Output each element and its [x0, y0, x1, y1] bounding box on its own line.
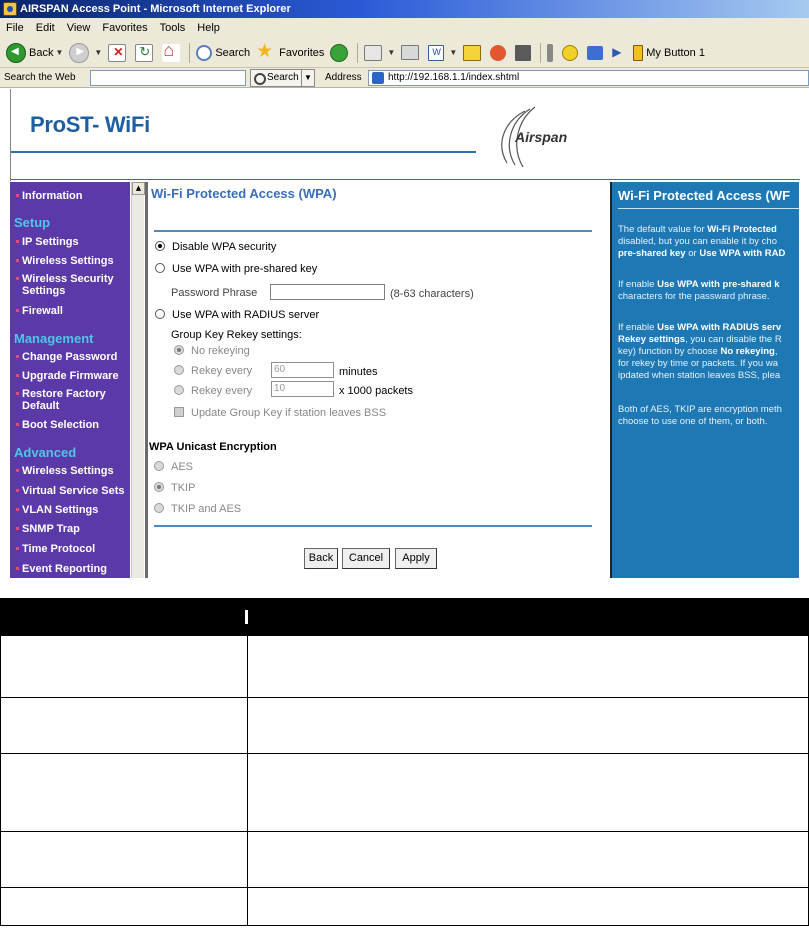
address-url: http://192.168.1.1/index.shtml [388, 72, 520, 83]
aes-radio[interactable] [154, 461, 164, 471]
table-row [0, 832, 809, 888]
search-web-input[interactable] [90, 70, 246, 86]
disable-wpa-option[interactable] [155, 241, 276, 253]
table-cell [1, 698, 248, 753]
help-text-bold: Use WPA with pre-shared k [657, 279, 780, 290]
sidebar-item-vlan-settings[interactable]: VLAN Settings [16, 504, 128, 516]
wpa-psk-label: Use WPA with pre-shared key [172, 263, 318, 275]
menu-tools[interactable]: Tools [159, 22, 186, 34]
table-cell [249, 754, 808, 831]
media-button[interactable] [327, 41, 354, 65]
search-toolbar-button[interactable] [193, 41, 253, 65]
forward-arrow-icon [69, 43, 89, 63]
apply-button[interactable]: Apply [395, 548, 437, 569]
search-options-dropdown[interactable]: ▼ [301, 69, 315, 87]
search-label: Search [215, 46, 251, 59]
my-button-icon [633, 45, 643, 61]
sidebar-item-adv-wireless-settings[interactable]: Wireless Settings [16, 465, 128, 477]
help-text-bold: Use WPA with RADIUS serv [657, 322, 782, 333]
prost-wifi-logo: ProST- WiFi [30, 112, 150, 137]
menu-favorites[interactable]: Favorites [102, 22, 148, 34]
back-arrow-icon [6, 43, 26, 63]
sidebar-item-firewall[interactable]: Firewall [16, 305, 128, 317]
sidebar-item-time-protocol[interactable]: Time Protocol [16, 543, 128, 555]
page-header [10, 89, 799, 181]
table-row [0, 698, 809, 754]
home-button[interactable] [159, 41, 186, 65]
back-dropdown-icon[interactable]: ▼ [55, 48, 64, 57]
no-rekeying-label: No rekeying [191, 345, 250, 357]
help-text: If enable [618, 279, 658, 290]
rekey-by-packets-label: Rekey every [191, 385, 253, 397]
menu-help[interactable]: Help [197, 22, 220, 34]
help-paragraph-2 [618, 279, 799, 303]
help-text: The default value for [618, 224, 708, 235]
header-bottom-line [11, 179, 800, 180]
bottom-rule [154, 525, 592, 527]
ie-app-icon [3, 2, 17, 16]
home-icon [162, 44, 180, 62]
sidebar-item-restore-factory-default[interactable]: Restore Factory Default [16, 388, 128, 412]
disable-wpa-radio[interactable] [155, 241, 165, 251]
rekey-by-packets-radio[interactable] [174, 385, 184, 395]
search-icon [196, 45, 212, 61]
media-icon [330, 44, 348, 62]
unicast-encryption-heading: WPA Unicast Encryption [149, 441, 277, 453]
scroll-up-arrow-icon[interactable]: ▲ [132, 182, 145, 195]
table-cell [1, 636, 248, 697]
edit-dropdown-icon[interactable]: ▼ [449, 48, 458, 57]
update-group-key-label: Update Group Key if station leaves BSS [191, 407, 387, 419]
table-cell [249, 698, 808, 753]
aes-label: AES [171, 461, 194, 473]
table-cell [249, 888, 808, 925]
toolbar-separator [540, 43, 541, 63]
wpa-psk-option[interactable] [155, 263, 317, 275]
sidebar-item-event-reporting[interactable]: Event Reporting [16, 563, 128, 575]
wpa-radius-label: Use WPA with RADIUS server [172, 309, 320, 321]
stop-button[interactable] [105, 41, 132, 65]
stop-icon [108, 44, 126, 62]
rekey-settings-heading: Group Key Rekey settings: [171, 329, 302, 341]
help-panel [610, 182, 799, 578]
sidebar-item-wireless-security-settings[interactable]: Wireless Security Settings [16, 273, 128, 297]
forward-dropdown-icon[interactable]: ▼ [94, 48, 103, 57]
help-paragraph-3 [618, 322, 799, 382]
sidebar-scrollbar[interactable] [131, 182, 144, 578]
help-title: Wi-Fi Protected Access (WF [618, 188, 791, 203]
help-text: for rekey by time or packets. If you wa [618, 358, 778, 369]
help-text: , [774, 346, 778, 357]
page-title: Wi-Fi Protected Access (WPA) [151, 186, 337, 201]
help-text-bold: Rekey settings [618, 334, 686, 345]
tkip-label: TKIP [171, 482, 196, 494]
play-icon [612, 43, 624, 63]
cancel-button[interactable]: Cancel [342, 548, 390, 569]
top-rule [154, 230, 592, 232]
help-text-bold: pre-shared key [618, 248, 686, 259]
messenger-icon [490, 45, 506, 61]
sidebar-item-upgrade-firmware[interactable]: Upgrade Firmware [16, 370, 128, 382]
password-phrase-label: Password Phrase [171, 287, 258, 299]
research-button[interactable] [512, 41, 537, 65]
update-group-key-checkbox[interactable] [174, 407, 184, 417]
messenger-button[interactable] [487, 41, 512, 65]
mail-dropdown-icon[interactable]: ▼ [387, 48, 396, 57]
help-text: ipdated when station leaves BSS, plea [618, 370, 781, 381]
help-text: Both of AES, TKIP are encryption meth [618, 404, 782, 415]
sidebar-item-boot-selection[interactable]: Boot Selection [16, 419, 128, 431]
my-button-1[interactable] [630, 41, 708, 65]
table-cell [1, 888, 248, 925]
menu-bar [0, 18, 809, 38]
table-cell [1, 754, 248, 831]
sidebar-item-snmp-trap[interactable]: SNMP Trap [16, 523, 128, 535]
back-button[interactable] [3, 41, 66, 65]
help-text: key) function by choose [618, 346, 721, 357]
help-text: , you can disable the R [685, 334, 782, 345]
table-row [0, 888, 809, 926]
play-button[interactable] [609, 41, 630, 65]
packets-unit: x 1000 packets [339, 385, 413, 397]
page-icon [372, 72, 384, 84]
tkip-option[interactable] [154, 482, 195, 494]
table-cell [249, 636, 808, 697]
favorites-star-icon [256, 43, 276, 63]
tkip-aes-label: TKIP and AES [171, 503, 242, 515]
wpa-psk-radio[interactable] [155, 263, 165, 273]
toolbar-separator [189, 43, 190, 63]
my-button-label: My Button 1 [646, 46, 705, 59]
wpa-radius-radio[interactable] [155, 309, 165, 319]
sidebar-item-change-password[interactable]: Change Password [16, 351, 128, 363]
table-row [0, 636, 809, 698]
minutes-unit: minutes [339, 366, 378, 378]
table-cell [249, 832, 808, 887]
header-column-separator [245, 610, 248, 624]
forward-button[interactable] [66, 41, 105, 65]
print-button[interactable] [398, 41, 425, 65]
menu-edit[interactable]: Edit [35, 22, 55, 34]
sidebar-item-information[interactable]: Information [16, 190, 128, 202]
tkip-radio[interactable] [154, 482, 164, 492]
rekey-minutes-input[interactable]: 60 [271, 362, 334, 378]
help-text: characters for the passward phrase. [618, 291, 770, 302]
back-label: Back [29, 46, 54, 59]
rekey-by-time-option[interactable] [174, 365, 252, 377]
menu-file[interactable]: File [6, 22, 24, 34]
refresh-button[interactable] [132, 41, 159, 65]
tool-icon [547, 44, 553, 62]
note-icon [463, 45, 481, 61]
search-web-button[interactable]: Search [250, 69, 304, 87]
no-rekeying-option[interactable] [174, 345, 250, 357]
disable-wpa-label: Disable WPA security [172, 241, 277, 253]
table-cell [1, 832, 248, 887]
no-rekeying-radio[interactable] [174, 345, 184, 355]
help-text: choose to use one of them, or both. [618, 416, 768, 427]
sidebar-heading-advanced: Advanced [14, 445, 77, 460]
wpa-radius-option[interactable] [155, 309, 319, 321]
research-icon [515, 45, 531, 61]
favorites-label: Favorites [279, 46, 325, 59]
refresh-icon [135, 44, 153, 62]
password-phrase-input[interactable] [270, 284, 385, 300]
standard-toolbar [0, 38, 809, 68]
help-text: disabled, but you can enable it by cho [618, 236, 777, 247]
discuss-button[interactable] [460, 41, 487, 65]
help-text-bold: Wi-Fi Protected [707, 224, 777, 235]
print-icon [401, 45, 419, 60]
address-bar [0, 68, 809, 88]
toolbar-separator [357, 43, 358, 63]
address-label: Address [325, 72, 362, 83]
mail-icon [364, 45, 382, 61]
table-row [0, 754, 809, 832]
help-text-bold: Use WPA with RAD [699, 248, 786, 259]
help-text-bold: No rekeying [720, 346, 775, 357]
sidebar-nav [10, 182, 130, 578]
window-title-bar [0, 0, 809, 18]
monitor-icon [587, 46, 603, 60]
sidebar-item-wireless-settings[interactable]: Wireless Settings [16, 255, 128, 267]
table-header [0, 598, 809, 636]
edit-word-button[interactable] [425, 41, 460, 65]
wpa-settings-panel [148, 182, 608, 578]
airspan-brand: Airspan [515, 129, 568, 145]
sidebar-item-virtual-service-sets[interactable]: Virtual Service Sets [16, 485, 128, 497]
smiley-button[interactable] [559, 41, 584, 65]
word-icon [428, 45, 444, 61]
sidebar-item-ip-settings[interactable]: IP Settings [16, 236, 128, 248]
rekey-by-packets-option[interactable] [174, 385, 252, 397]
tkip-aes-radio[interactable] [154, 503, 164, 513]
sidebar-heading-setup: Setup [14, 215, 51, 230]
window-title: AIRSPAN Access Point - Microsoft Internet Explorer [20, 3, 291, 15]
tkip-aes-option[interactable] [154, 503, 241, 515]
header-rule [11, 151, 476, 153]
help-text: or [685, 248, 700, 259]
help-text: If enable [618, 322, 658, 333]
rekey-packets-input[interactable]: 10 [271, 381, 334, 397]
smiley-icon [562, 45, 578, 61]
help-title-rule [618, 208, 799, 209]
rekey-by-time-radio[interactable] [174, 365, 184, 375]
mail-button[interactable] [361, 41, 398, 65]
tool-button[interactable] [544, 41, 559, 65]
help-paragraph-4 [618, 404, 799, 428]
sidebar-heading-management: Management [14, 331, 94, 346]
back-form-button[interactable]: Back [304, 548, 338, 569]
monitor-button[interactable] [584, 41, 609, 65]
update-group-key-option[interactable] [174, 407, 386, 419]
search-web-label: Search the Web [4, 72, 76, 83]
password-hint: (8-63 characters) [390, 288, 474, 300]
aes-option[interactable] [154, 461, 193, 473]
menu-view[interactable]: View [66, 22, 91, 34]
help-paragraph-1 [618, 224, 799, 260]
rekey-by-time-label: Rekey every [191, 365, 253, 377]
favorites-button[interactable] [253, 41, 327, 65]
